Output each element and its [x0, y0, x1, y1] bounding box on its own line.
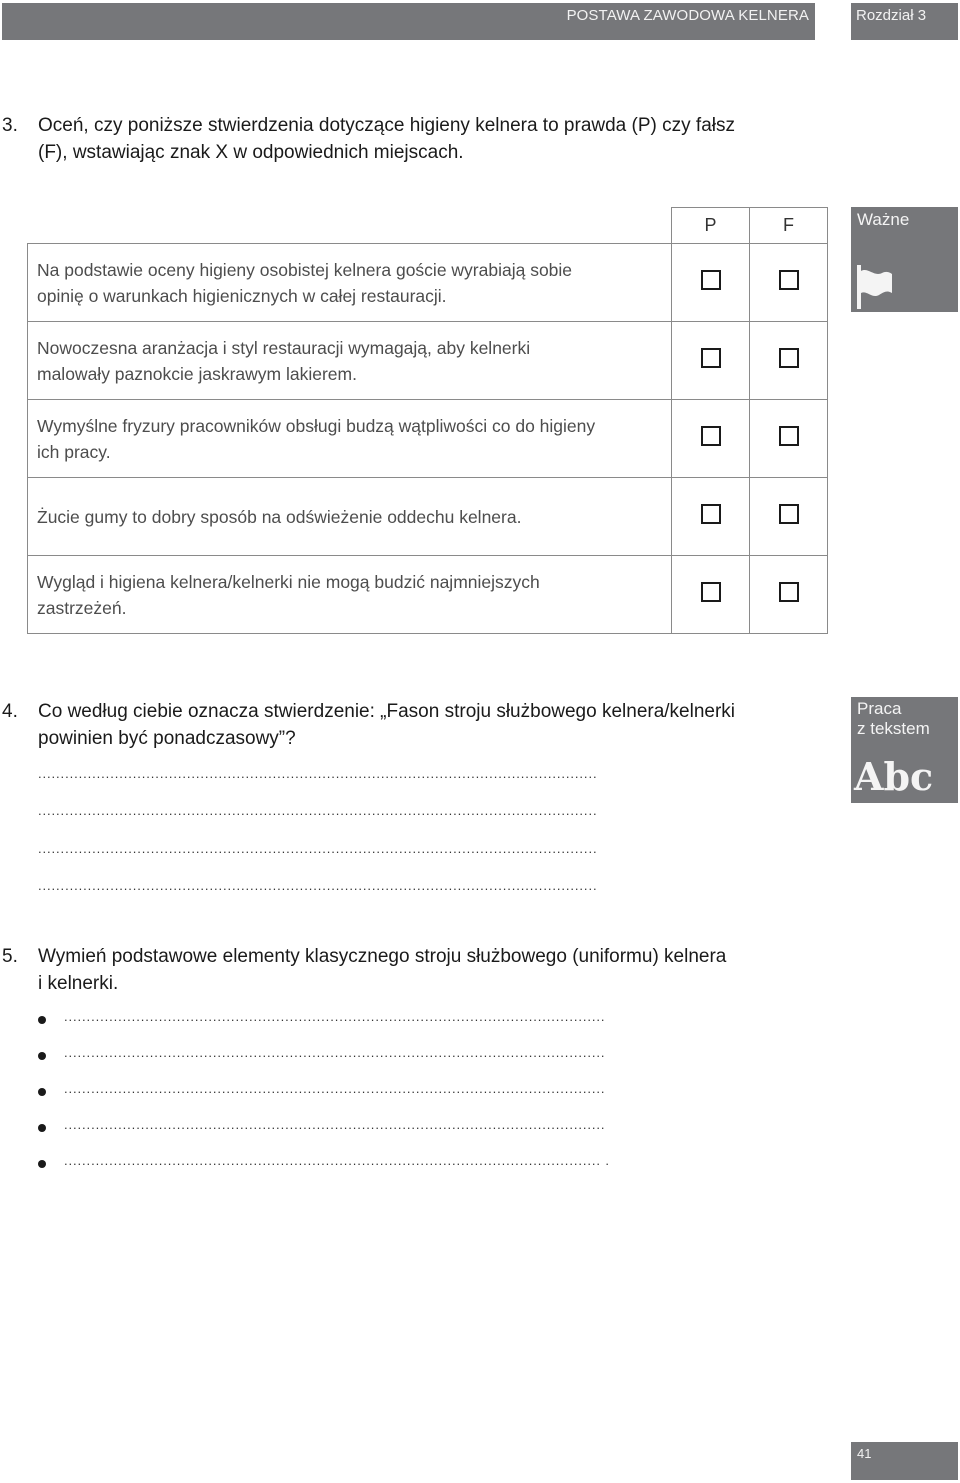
answer-line[interactable]: ............................................................................................................................: [38, 878, 598, 893]
checkbox-cell-p[interactable]: [672, 322, 750, 400]
checkbox-f[interactable]: [779, 582, 799, 602]
question-text-line1: Co według ciebie oznacza stwierdzenie: „Fason stroju służbowego kelnera/kelnerki: [38, 701, 736, 722]
checkbox-p[interactable]: [701, 270, 721, 290]
bullet-icon: [38, 1124, 46, 1132]
important-label: Ważne: [857, 210, 910, 229]
checkbox-f[interactable]: [779, 348, 799, 368]
statement-line1: Na podstawie oceny higieny osobistej kelnera goście wyrabiają sobie: [37, 259, 573, 280]
checkbox-cell-f[interactable]: [750, 400, 828, 478]
question-text-line2: i kelnerki.: [38, 973, 119, 994]
checkbox-p[interactable]: [701, 426, 721, 446]
column-p-header: P: [672, 208, 750, 244]
question-text-line2: (F), wstawiając znak X w odpowiednich miejscach.: [38, 142, 464, 163]
checkbox-f[interactable]: [779, 504, 799, 524]
chapter-label: Rozdział 3: [856, 7, 927, 24]
question-text-line1: Oceń, czy poniższe stwierdzenia dotyczące higieny kelnera to prawda (P) czy fałsz: [38, 115, 735, 136]
statement-cell: [28, 400, 672, 478]
checkbox-cell-p[interactable]: [672, 478, 750, 556]
text-work-label1: Praca: [857, 699, 902, 718]
question-5: [2, 943, 822, 999]
text-work-label2: z tekstem: [857, 719, 930, 738]
statement-line1: Wygląd i higiena kelnera/kelnerki nie mogą budzić najmniejszych: [37, 571, 540, 592]
bullet-icon: [38, 1016, 46, 1024]
statement-line1: Wymyślne fryzury pracowników obsługi budzą wątpliwości co do higieny: [37, 415, 596, 436]
question-number: 3.: [2, 115, 18, 136]
table-row: [28, 244, 828, 322]
header-blank-cell: [28, 208, 672, 244]
page-number: 41: [857, 1446, 872, 1461]
statement-cell: [28, 322, 672, 400]
statement-line2: opinię o warunkach higienicznych w całej restauracji.: [37, 285, 447, 306]
text-work-box: [851, 697, 958, 803]
statement-cell: [28, 556, 672, 634]
table-row: [28, 556, 828, 634]
checkbox-cell-f[interactable]: [750, 244, 828, 322]
answer-line[interactable]: ........................................................................................................................: [64, 1009, 606, 1024]
checkbox-cell-f[interactable]: [750, 322, 828, 400]
answer-line[interactable]: ............................................................................................................................: [38, 766, 598, 781]
answer-line[interactable]: ............................................................................................................................: [38, 841, 598, 856]
statement-line2: malowały paznokcie jaskrawym lakierem.: [37, 363, 357, 384]
bullet-icon: [38, 1088, 46, 1096]
checkbox-cell-p[interactable]: [672, 556, 750, 634]
abc-icon: Abc: [854, 754, 934, 799]
important-box: [851, 207, 958, 312]
answer-line[interactable]: ........................................................................................................................: [64, 1117, 606, 1132]
page-number-box: [851, 1442, 958, 1480]
answer-line[interactable]: ....................................................................................................................... .: [64, 1153, 610, 1168]
column-f-header: F: [750, 208, 828, 244]
checkbox-f[interactable]: [779, 270, 799, 290]
checkbox-cell-f[interactable]: [750, 556, 828, 634]
question-4: [2, 698, 822, 754]
table-row: [28, 400, 828, 478]
bullet-icon: [38, 1160, 46, 1168]
statement-cell: [28, 244, 672, 322]
checkbox-p[interactable]: [701, 582, 721, 602]
question-3: [2, 112, 822, 168]
true-false-table: [27, 207, 828, 634]
statement-line2: ich pracy.: [37, 441, 111, 462]
checkbox-cell-f[interactable]: [750, 478, 828, 556]
question-text-line1: Wymień podstawowe elementy klasycznego stroju służbowego (uniformu) kelnera: [38, 946, 727, 967]
statement-line1: Żucie gumy to dobry sposób na odświeżenie oddechu kelnera.: [37, 506, 522, 527]
answer-line[interactable]: ........................................................................................................................: [64, 1081, 606, 1096]
bullet-icon: [38, 1052, 46, 1060]
checkbox-cell-p[interactable]: [672, 400, 750, 478]
question-number: 4.: [2, 701, 18, 722]
question-number: 5.: [2, 946, 18, 967]
answer-line[interactable]: ............................................................................................................................: [38, 803, 598, 818]
running-header: [2, 3, 815, 40]
statement-line2: zastrzeżeń.: [37, 597, 127, 618]
table-row: [28, 478, 828, 556]
header-title: POSTAWA ZAWODOWA KELNERA: [566, 7, 809, 24]
table-header-row: [28, 208, 828, 244]
chapter-tab: [851, 3, 958, 40]
checkbox-p[interactable]: [701, 504, 721, 524]
checkbox-f[interactable]: [779, 426, 799, 446]
table-row: [28, 322, 828, 400]
question-text-line2: powinien być ponadczasowy”?: [38, 728, 296, 749]
checkbox-cell-p[interactable]: [672, 244, 750, 322]
answer-line[interactable]: ........................................................................................................................: [64, 1045, 606, 1060]
flag-icon: [856, 265, 896, 309]
statement-line1: Nowoczesna aranżacja i styl restauracji wymagają, aby kelnerki: [37, 337, 531, 358]
checkbox-p[interactable]: [701, 348, 721, 368]
statement-cell: [28, 478, 672, 556]
